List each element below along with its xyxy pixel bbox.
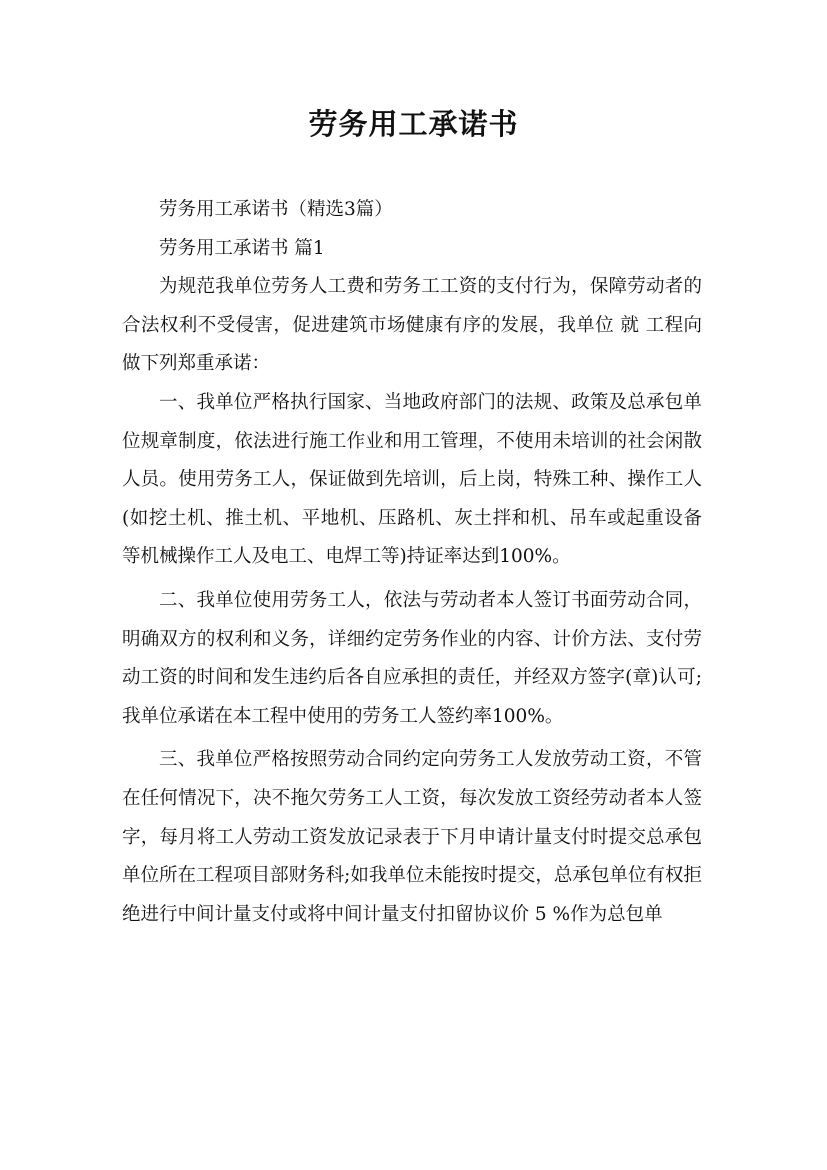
paragraph-item-1: 一、我单位严格执行国家、当地政府部门的法规、政策及总承包单位规章制度，依法进行施工作业和用工管理，不使用未培训的社会闲散人员。使用劳务工人，保证做到先培训，后上岗，特殊工种、操作工人(如挖土机、推土机、平地机、压路机、灰土拌和机、吊车或起重设备等机械操作工人及电工、电焊工等)持证率达到100%。: [122, 391, 702, 568]
paragraph-item-2: 二、我单位使用劳务工人，依法与劳动者本人签订书面劳动合同，明确双方的权利和义务，详细约定劳务作业的内容、计价方法、支付劳动工资的时间和发生违约后各自应承担的责任，并经双方签字(章)认可;我单位承诺在本工程中使用的劳务工人签约率100%。: [122, 589, 702, 727]
paragraph-item-3: 三、我单位严格按照劳动合同约定向劳务工人发放劳动工资，不管在任何情况下，决不拖欠劳务工人工资，每次发放工资经劳动者本人签字，每月将工人劳动工资发放记录表于下月申请计量支付时提交总承包单位所在工程项目部财务科;如我单位未能按时提交，总承包单位有权拒绝进行中间计量支付或将中间计量支付扣留协议价 5 %作为总包单: [122, 749, 702, 925]
document-title: 劳务用工承诺书: [308, 107, 519, 141]
subtitle: 劳务用工承诺书（精选3篇）: [159, 199, 393, 220]
document-body: [122, 191, 702, 934]
paragraph-intro: 为规范我单位劳务人工费和劳务工工资的支付行为，保障劳动者的合法权利不受侵害，促进建筑市场健康有序的发展，我单位 就 工程向 做下列郑重承诺：: [122, 276, 702, 375]
section-heading: 劳务用工承诺书 篇1: [159, 237, 325, 259]
